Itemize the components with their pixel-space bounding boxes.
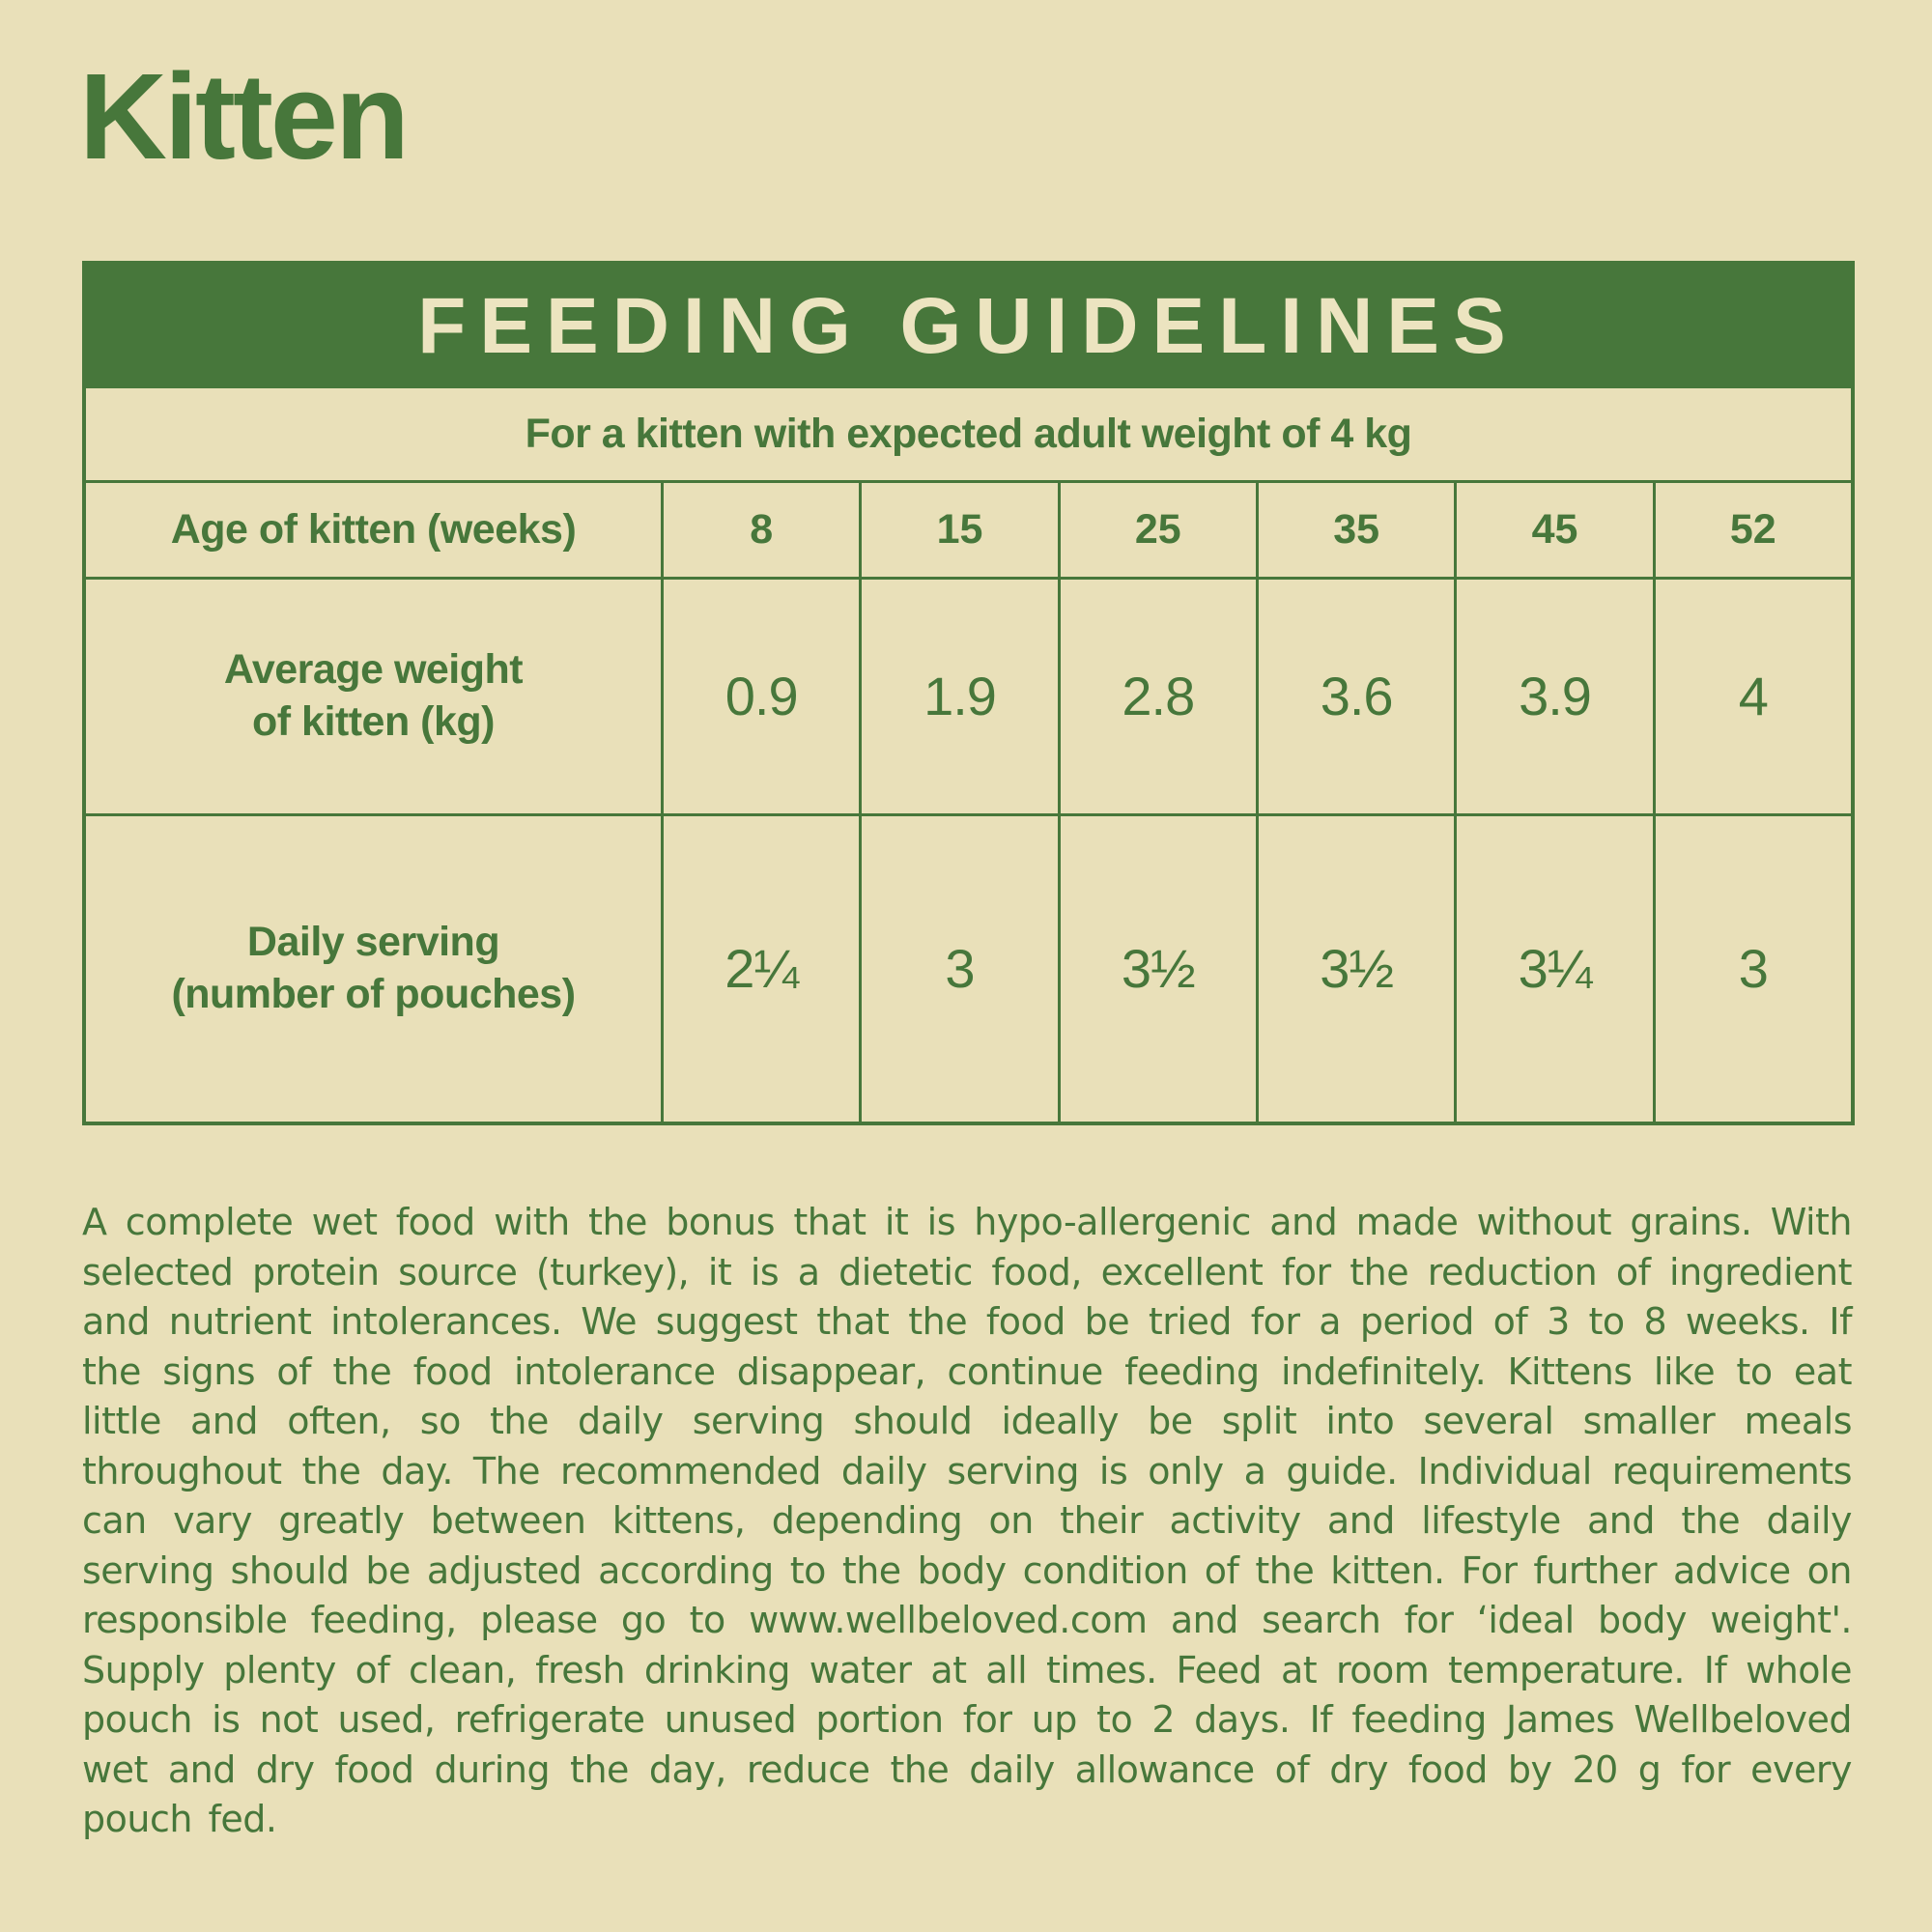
weight-row-label-cell <box>86 577 661 813</box>
age-value-cell <box>859 480 1057 577</box>
feeding-guidelines-table <box>82 261 1855 1125</box>
weight-value: 1.9 <box>923 666 996 726</box>
age-value: 15 <box>936 505 983 553</box>
table-subtitle: For a kitten with expected adult weight of 4 kg <box>525 411 1412 457</box>
serving-row-label-line1: Daily serving <box>246 919 500 966</box>
serving-value: 3¼ <box>1518 938 1592 999</box>
serving-value-cell <box>1058 813 1256 1122</box>
age-value: 25 <box>1134 505 1181 553</box>
weight-value-cell <box>1454 577 1652 813</box>
page-title: Kitten <box>79 48 407 185</box>
serving-value: 3½ <box>1320 938 1394 999</box>
age-value: 35 <box>1333 505 1380 553</box>
age-value-cell <box>1256 480 1454 577</box>
serving-value-cell <box>661 813 859 1122</box>
serving-row-label-line2: (number of pouches) <box>171 971 576 1017</box>
age-value-cell <box>1653 480 1851 577</box>
serving-value-cell <box>1256 813 1454 1122</box>
age-value-cell <box>1454 480 1652 577</box>
weight-value: 3.9 <box>1519 666 1591 726</box>
serving-value-cell <box>859 813 1057 1122</box>
table-header: FEEDING GUIDELINES <box>86 265 1851 388</box>
weight-value-cell <box>1256 577 1454 813</box>
serving-value-cell <box>1653 813 1851 1122</box>
feeding-advice-paragraph: A complete wet food with the bonus that it is hypo-allergenic and made without grains. With selected protein source (turkey), it is a dietetic food, excellent for the reduction of ingredient and nutrient intolerances. We suggest that the food be tried for a period of 3 to 8 weeks. If the signs of the food intolerance disappear, continue feeding indefinitely. Kittens like to eat little and often, so the daily serving should ideally be split into several smaller meals throughout the day. The recommended daily serving is only a guide. Individual requirements can vary greatly between kittens, depending on their activity and lifestyle and the daily serving should be adjusted according to the body condition of the kitten. For further advice on responsible feeding, please go to www.wellbeloved.com and search for ‘ideal body weight'. Supply plenty of clean, fresh drinking water at all times. Feed at room temperature. If whole pouch is not used, refrigerate unused portion for up to 2 days. If feeding James Wellbeloved wet and dry food during the day, reduce the daily allowance of dry food by 20 g for every pouch fed. <box>82 1201 1852 1840</box>
serving-value: 3½ <box>1121 938 1195 999</box>
serving-value-cell <box>1454 813 1652 1122</box>
serving-value: 3 <box>945 938 975 999</box>
weight-value-cell <box>1653 577 1851 813</box>
serving-value: 2¼ <box>724 938 799 999</box>
age-value-cell <box>1058 480 1256 577</box>
weight-value: 3.6 <box>1320 666 1393 726</box>
age-value-cell <box>661 480 859 577</box>
age-row-label: Age of kitten (weeks) <box>170 505 577 553</box>
serving-value: 3 <box>1738 938 1768 999</box>
age-row-label-cell <box>86 480 661 577</box>
weight-value: 4 <box>1738 666 1768 726</box>
weight-value: 0.9 <box>724 666 798 726</box>
weight-value: 2.8 <box>1122 666 1195 726</box>
weight-value-cell <box>1058 577 1256 813</box>
age-value: 52 <box>1729 505 1776 553</box>
serving-row-label-cell <box>86 813 661 1122</box>
weight-row-label-line2: of kitten (kg) <box>252 698 495 745</box>
weight-value-cell <box>661 577 859 813</box>
weight-row-label-line1: Average weight <box>223 646 524 694</box>
age-value: 8 <box>750 505 774 553</box>
age-value: 45 <box>1531 505 1578 553</box>
weight-value-cell <box>859 577 1057 813</box>
